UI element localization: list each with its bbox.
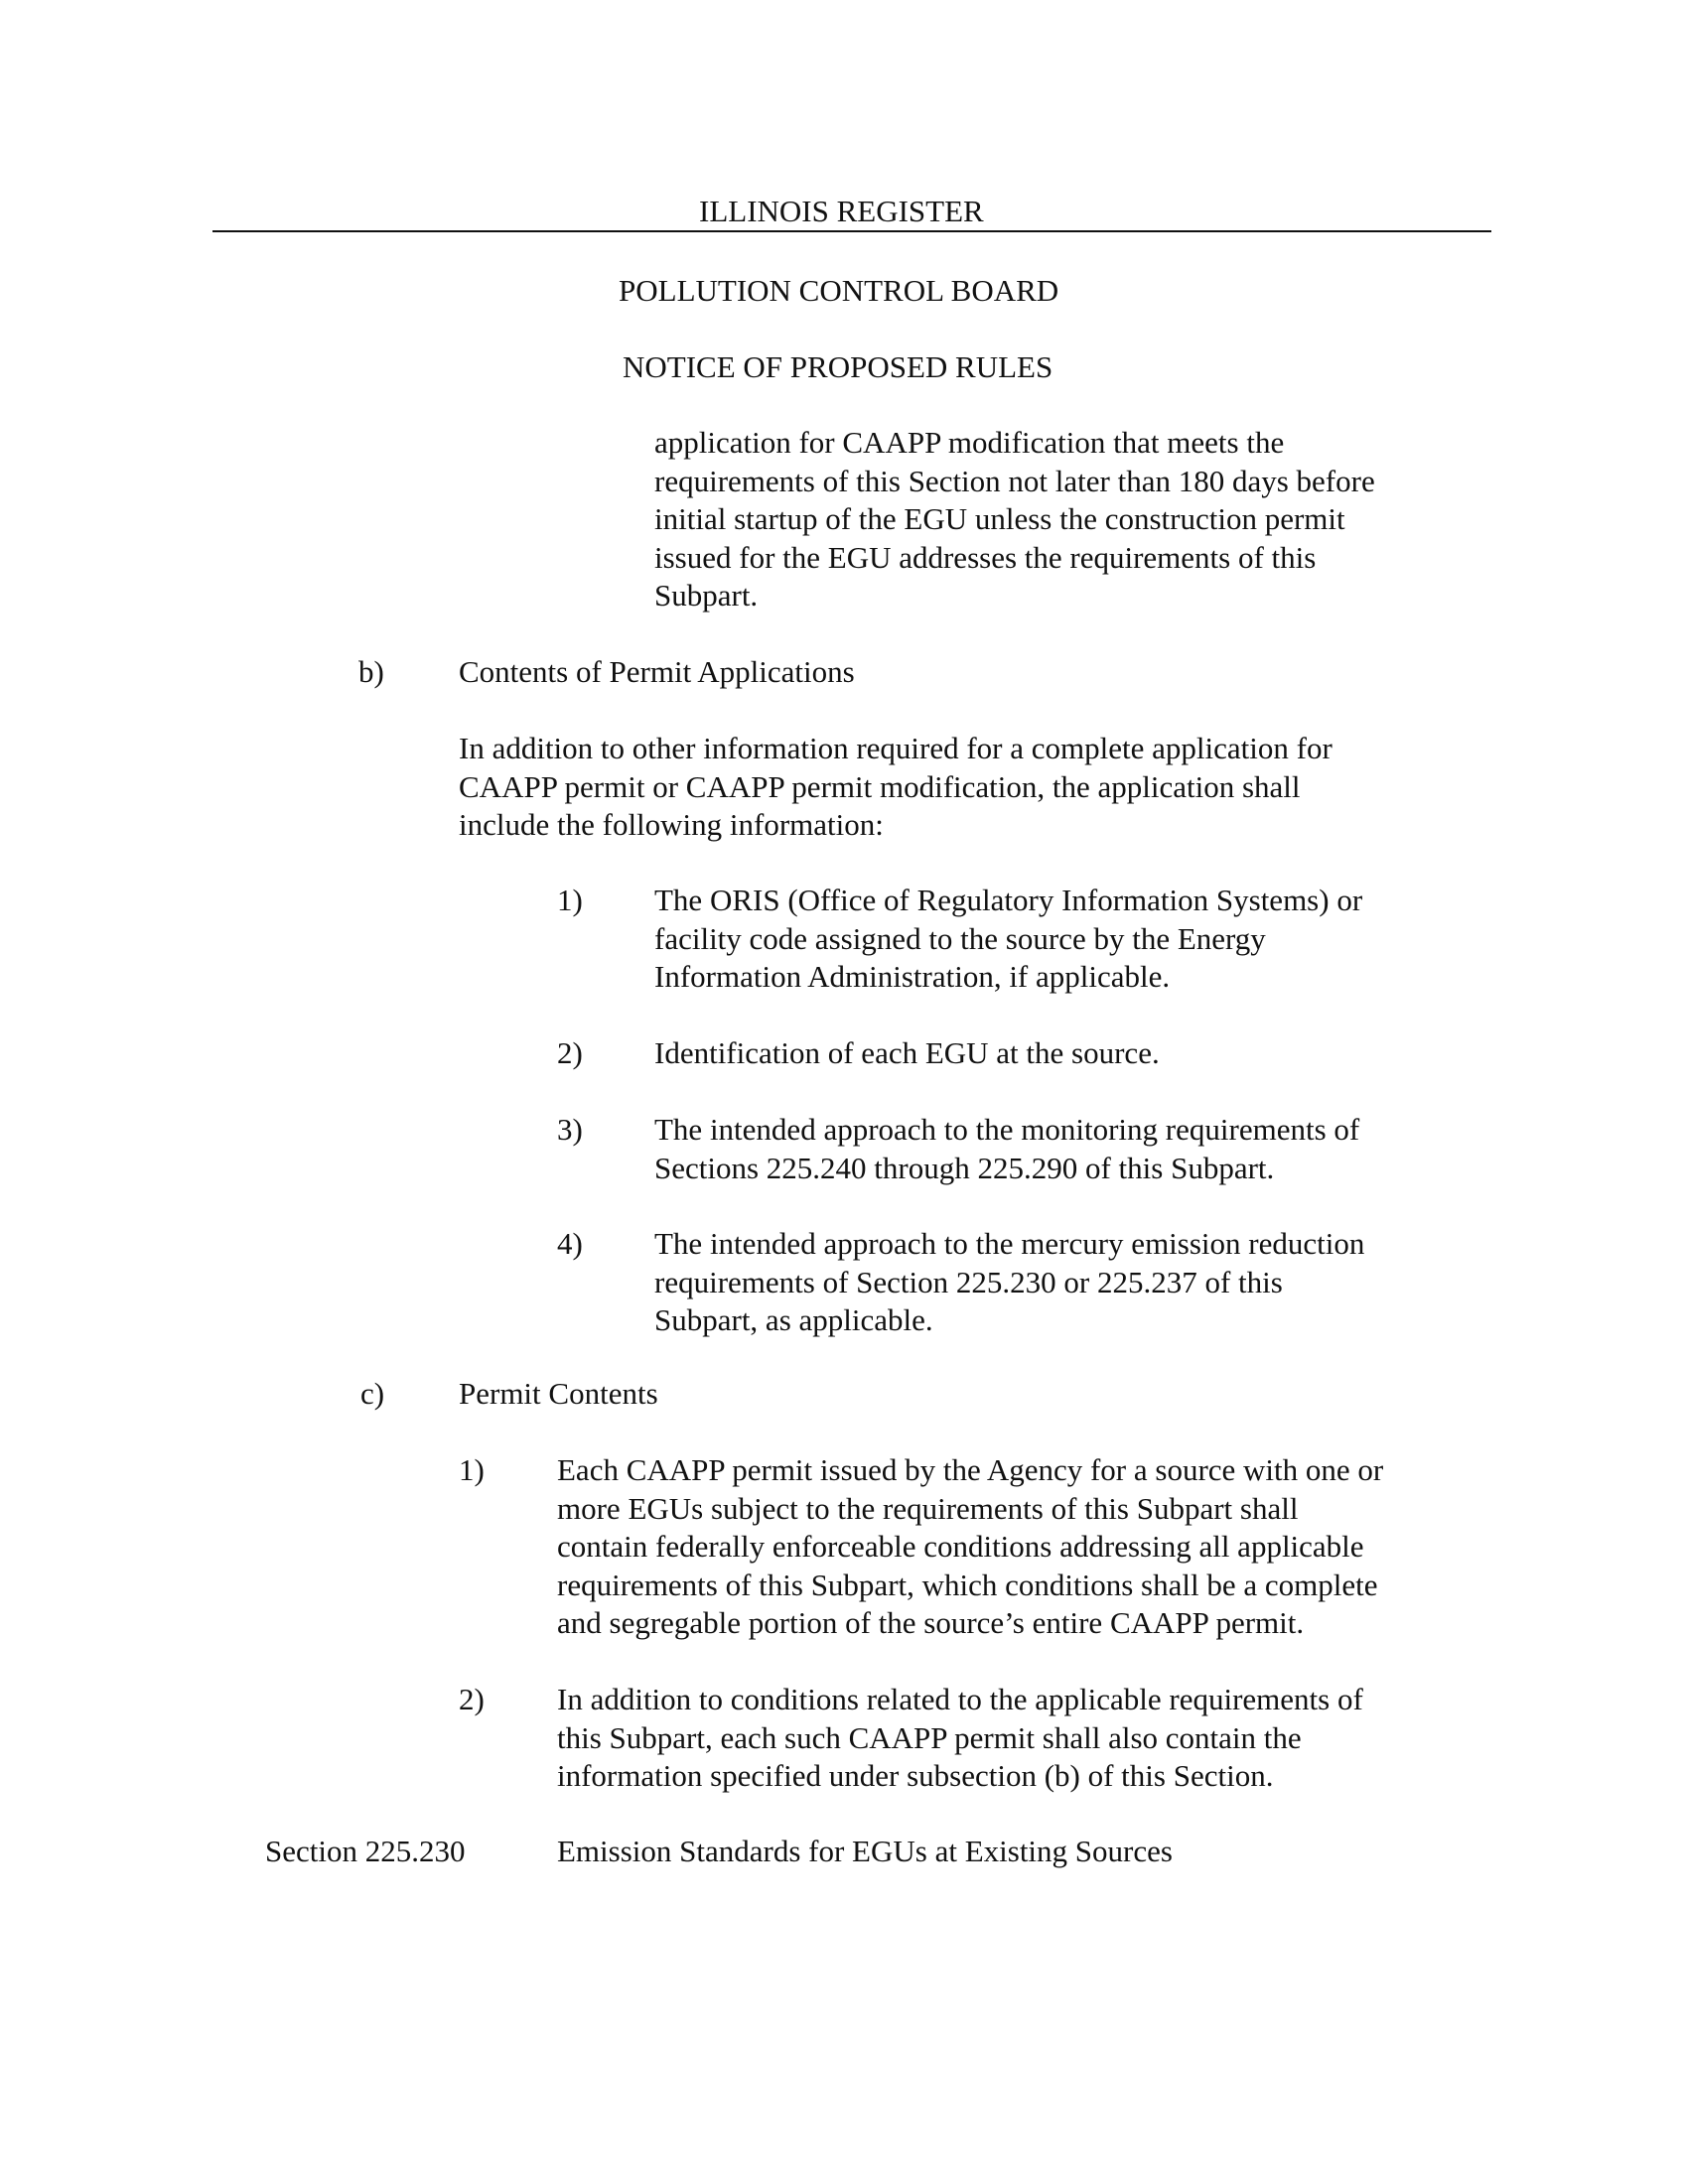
text-line: more EGUs subject to the requirements of this Subpart shall [557, 1490, 1299, 1526]
list-item [654, 1034, 1160, 1073]
text-line: include the following information: [459, 807, 884, 843]
item-number: 2) [459, 1682, 485, 1716]
text-line: Sections 225.240 through 225.290 of this Subpart. [654, 1150, 1275, 1185]
text-line: requirements of this Subpart, which conditions shall be a complete [557, 1567, 1378, 1602]
text-line: The ORIS (Office of Regulatory Information Systems) or [654, 883, 1363, 917]
header-rule [212, 230, 1491, 232]
text-line: The intended approach to the mercury emission reduction [654, 1226, 1365, 1261]
text-line: Subpart. [654, 578, 759, 614]
text-line: information specified under subsection (b) of this Section. [557, 1758, 1274, 1794]
text-line: application for CAAPP modification that meets the [654, 425, 1285, 460]
text-line: The intended approach to the monitoring requirements of [654, 1112, 1360, 1147]
list-item [557, 1681, 1363, 1796]
item-number: 1) [557, 883, 583, 917]
text-line: contain federally enforceable conditions addressing all applicable [557, 1529, 1364, 1565]
text-line: and segregable portion of the source’s entire CAAPP permit. [557, 1605, 1305, 1641]
item-number: 4) [557, 1226, 583, 1261]
text-line: CAAPP permit or CAAPP permit modification, the application shall [459, 768, 1301, 804]
item-number: 2) [557, 1035, 583, 1070]
list-item [654, 1225, 1364, 1340]
subsection-c-label: c) [360, 1376, 385, 1411]
text-line: Identification of each EGU at the source. [654, 1035, 1160, 1070]
subsection-b-intro [459, 730, 1333, 845]
text-line: Each CAAPP permit issued by the Agency for a source with one or [557, 1452, 1384, 1487]
text-line: facility code assigned to the source by the Energy [654, 920, 1266, 956]
list-item [654, 882, 1362, 997]
text-line: requirements of Section 225.230 or 225.237 of this [654, 1264, 1283, 1299]
register-title: ILLINOIS REGISTER [699, 194, 984, 228]
list-item [557, 1451, 1383, 1643]
item-number: 1) [459, 1452, 485, 1487]
subsection-b-label: b) [358, 654, 384, 689]
subsection-b-heading: Contents of Permit Applications [459, 654, 855, 689]
text-line: this Subpart, each such CAAPP permit shall also contain the [557, 1719, 1302, 1755]
text-line: initial startup of the EGU unless the construction permit [654, 501, 1345, 537]
text-line: Information Administration, if applicable. [654, 959, 1171, 995]
text-line: In addition to other information required for a complete application for [459, 731, 1333, 765]
subsection-c-heading: Permit Contents [459, 1376, 658, 1411]
section-title: Emission Standards for EGUs at Existing Sources [557, 1834, 1173, 1868]
text-line: requirements of this Section not later than 180 days before [654, 463, 1375, 498]
item-number: 3) [557, 1112, 583, 1147]
text-line: In addition to conditions related to the applicable requirements of [557, 1682, 1363, 1716]
section-number: Section 225.230 [265, 1834, 466, 1868]
list-item [654, 1111, 1359, 1187]
notice-title: NOTICE OF PROPOSED RULES [623, 349, 1053, 384]
text-line: issued for the EGU addresses the requirements of this [654, 539, 1317, 575]
agency-name: POLLUTION CONTROL BOARD [619, 273, 1059, 308]
text-line: Subpart, as applicable. [654, 1302, 933, 1338]
continuation-paragraph [654, 424, 1375, 615]
